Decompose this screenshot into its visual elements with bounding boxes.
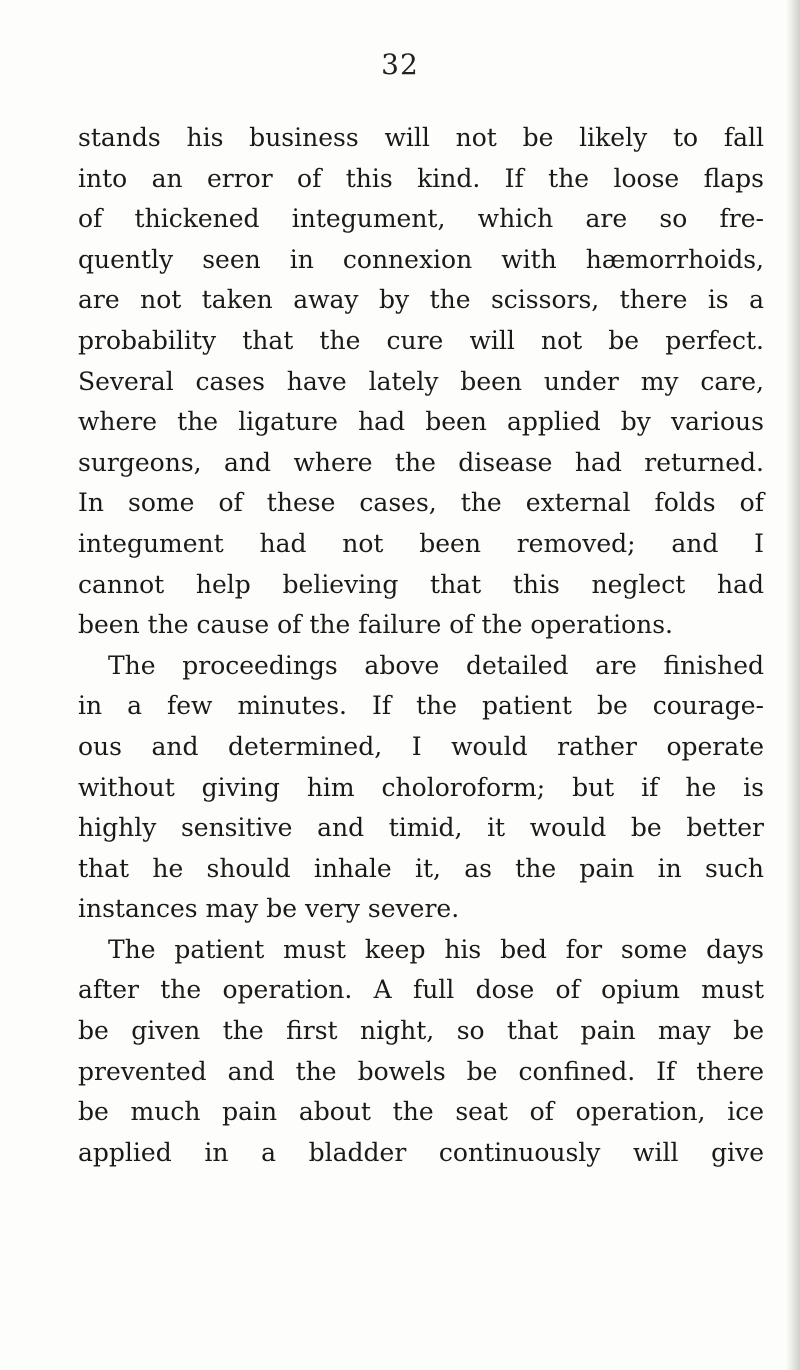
text-line: prevented and the bowels be confined. If there (78, 1056, 764, 1086)
page-number: 32 (381, 48, 419, 81)
text-line: been the cause of the failure of the operations. (78, 610, 674, 640)
page-edge-shadow (786, 0, 800, 1370)
text-line: stands his business will not be likely to fall (78, 123, 764, 152)
text-line: are not taken away by the scissors, there is a (78, 285, 764, 315)
text-line: The patient must keep his bed for some days (108, 934, 764, 964)
text-line: be much pain about the seat of operation, ice (78, 1097, 764, 1127)
text-line: quently seen in connexion with hæmorrhoids, (78, 244, 764, 274)
text-line: Several cases have lately been under my care, (78, 366, 764, 396)
text-line: after the operation. A full dose of opium must (78, 975, 764, 1005)
text-line: instances may be very severe. (78, 894, 460, 924)
text-line: In some of these cases, the external folds of (78, 488, 764, 518)
text-line: be given the first night, so that pain may be (78, 1016, 764, 1046)
text-line: without giving him choloroform; but if he is (78, 772, 764, 802)
text-line: applied in a bladder continuously will give (78, 1137, 764, 1167)
text-line: integument had not been removed; and I (78, 528, 764, 558)
text-line: of thickened integument, which are so fre- (78, 204, 764, 234)
text-line: into an error of this kind. If the loose flaps (78, 163, 764, 193)
text-line: surgeons, and where the disease had returned. (78, 447, 764, 477)
text-line: that he should inhale it, as the pain in such (78, 853, 764, 883)
text-line: probability that the cure will not be perfect. (78, 325, 764, 355)
text-line: in a few minutes. If the patient be courage- (78, 691, 764, 721)
body-text (78, 118, 764, 1173)
text-line: highly sensitive and timid, it would be better (78, 813, 764, 843)
text-line: cannot help believing that this neglect had (78, 569, 764, 599)
text-line: where the ligature had been applied by various (78, 407, 764, 437)
text-line: The proceedings above detailed are finished (108, 650, 764, 680)
text-line: ous and determined, I would rather operate (78, 731, 764, 761)
